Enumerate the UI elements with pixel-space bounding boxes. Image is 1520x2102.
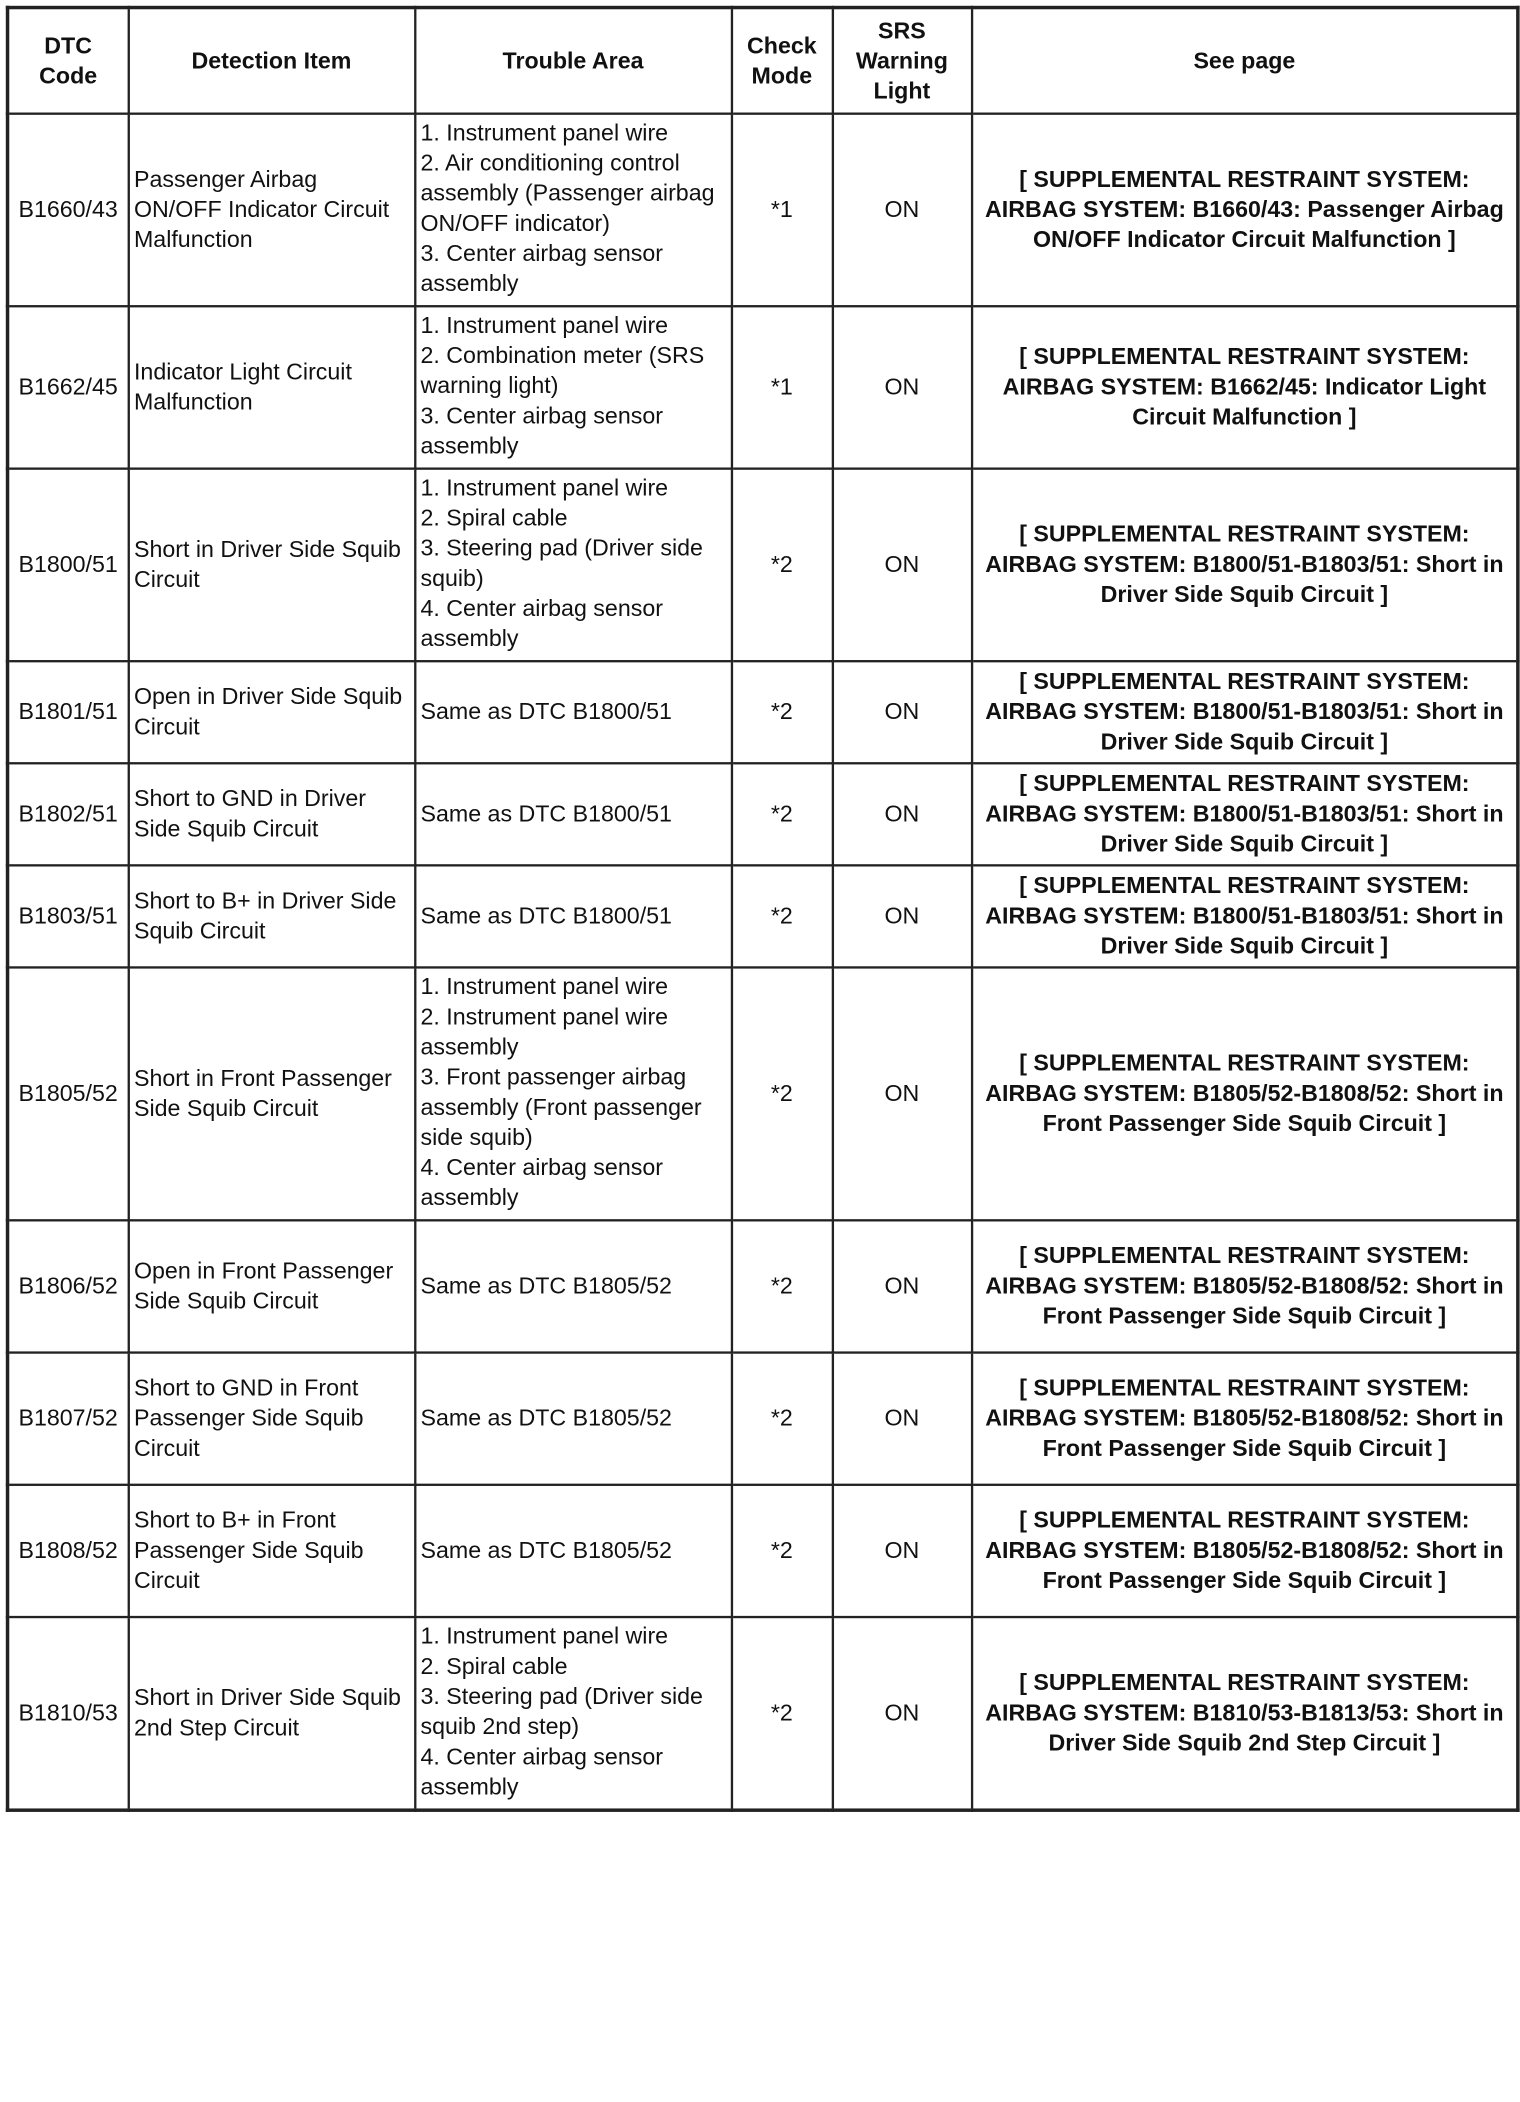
table-row [8,306,1518,468]
trouble-area-cell [415,967,732,1220]
check-mode-cell: *2 [731,1617,832,1810]
detection-item-cell: Short to GND in Front Passenger Side Squib Circuit [128,1353,415,1485]
see-page-link: [ SUPPLEMENTAL RESTRAINT SYSTEM: AIRBAG SYSTEM: B1805/52-B1808/52: Short in Front Passenger Side Squib Circuit ] [972,1485,1518,1617]
trouble-area-cell [415,1220,732,1352]
header-trouble-area: Trouble Area [415,8,732,114]
dtc-code-cell: B1802/51 [8,763,129,865]
detection-item-cell: Short to B+ in Front Passenger Side Squib Circuit [128,1485,415,1617]
detection-item-cell: Open in Front Passenger Side Squib Circuit [128,1220,415,1352]
trouble-area-line: Same as DTC B1800/51 [420,903,672,930]
dtc-code-cell: B1806/52 [8,1220,129,1352]
trouble-area-line: Same as DTC B1805/52 [420,1538,672,1564]
trouble-area-line: 2. Spiral cable [420,1654,568,1680]
trouble-area-line: 2. Combination meter (SRS warning light) [420,343,705,400]
header-srs-warning-light: SRS Warning Light [832,8,971,114]
trouble-area-line: Same as DTC B1800/51 [420,801,672,828]
table-row [8,114,1518,307]
trouble-area-cell [415,306,732,468]
table-row [8,1220,1518,1352]
see-page-link: [ SUPPLEMENTAL RESTRAINT SYSTEM: AIRBAG SYSTEM: B1800/51-B1803/51: Short in Driver Side Squib Circuit ] [972,661,1518,763]
srs-warning-light-cell: ON [832,1220,971,1352]
table-row [8,469,1518,662]
header-see-page: See page [972,8,1518,114]
srs-warning-light-cell: ON [832,967,971,1220]
detection-item-cell: Short in Front Passenger Side Squib Circuit [128,967,415,1220]
dtc-code-cell: B1808/52 [8,1485,129,1617]
srs-warning-light-cell: ON [832,1485,971,1617]
header-check-mode: Check Mode [731,8,832,114]
trouble-area-cell [415,114,732,307]
detection-item-cell: Short in Driver Side Squib 2nd Step Circuit [128,1617,415,1810]
srs-warning-light-cell: ON [832,763,971,865]
table-row [8,967,1518,1220]
detection-item-cell: Passenger Airbag ON/OFF Indicator Circuit Malfunction [128,114,415,307]
table-row [8,865,1518,967]
trouble-area-cell [415,865,732,967]
check-mode-cell: *2 [731,763,832,865]
trouble-area-line: 3. Steering pad (Driver side squib) [420,535,703,592]
srs-warning-light-cell: ON [832,114,971,307]
trouble-area-line: Same as DTC B1800/51 [420,699,672,725]
trouble-area-line: 1. Instrument panel wire [420,1624,669,1650]
table-row [8,1617,1518,1810]
srs-warning-light-cell: ON [832,1617,971,1810]
dtc-table [6,6,1520,1812]
see-page-link: [ SUPPLEMENTAL RESTRAINT SYSTEM: AIRBAG SYSTEM: B1800/51-B1803/51: Short in Driver Side Squib Circuit ] [972,763,1518,865]
see-page-link: [ SUPPLEMENTAL RESTRAINT SYSTEM: AIRBAG SYSTEM: B1805/52-B1808/52: Short in Front Passenger Side Squib Circuit ] [972,967,1518,1220]
check-mode-cell: *2 [731,1485,832,1617]
detection-item-cell: Indicator Light Circuit Malfunction [128,306,415,468]
dtc-code-cell: B1662/45 [8,306,129,468]
trouble-area-line: 3. Center airbag sensor assembly [420,241,663,297]
trouble-area-line: 2. Air conditioning control assembly (Passenger airbag ON/OFF indicator) [420,150,715,237]
check-mode-cell: *1 [731,114,832,307]
srs-warning-light-cell: ON [832,1353,971,1485]
check-mode-cell: *2 [731,1353,832,1485]
trouble-area-cell [415,1353,732,1485]
table-row [8,763,1518,865]
see-page-link: [ SUPPLEMENTAL RESTRAINT SYSTEM: AIRBAG SYSTEM: B1800/51-B1803/51: Short in Driver Side Squib Circuit ] [972,469,1518,662]
trouble-area-cell [415,1617,732,1810]
trouble-area-line: 1. Instrument panel wire [420,120,669,147]
dtc-code-cell: B1810/53 [8,1617,129,1810]
check-mode-cell: *2 [731,865,832,967]
trouble-area-line: 4. Center airbag sensor assembly [420,596,663,652]
trouble-area-line: 1. Instrument panel wire [420,313,669,339]
table-row [8,1485,1518,1617]
trouble-area-cell [415,1485,732,1617]
trouble-area-line: 4. Center airbag sensor assembly [420,1155,663,1212]
trouble-area-line: 3. Center airbag sensor assembly [420,403,663,460]
see-page-link: [ SUPPLEMENTAL RESTRAINT SYSTEM: AIRBAG SYSTEM: B1800/51-B1803/51: Short in Driver Side Squib Circuit ] [972,865,1518,967]
see-page-link: [ SUPPLEMENTAL RESTRAINT SYSTEM: AIRBAG SYSTEM: B1662/45: Indicator Light Circuit Malfunction ] [972,306,1518,468]
header-dtc-code: DTC Code [8,8,129,114]
trouble-area-line: 1. Instrument panel wire [420,974,669,1000]
trouble-area-line: 2. Instrument panel wire assembly [420,1004,669,1061]
dtc-code-cell: B1800/51 [8,469,129,662]
trouble-area-cell [415,469,732,662]
detection-item-cell: Short to B+ in Driver Side Squib Circuit [128,865,415,967]
trouble-area-line: 3. Front passenger airbag assembly (Front passenger side squib) [420,1064,702,1151]
check-mode-cell: *1 [731,306,832,468]
dtc-code-cell: B1660/43 [8,114,129,307]
trouble-area-line: Same as DTC B1805/52 [420,1405,672,1432]
check-mode-cell: *2 [731,661,832,763]
dtc-code-cell: B1805/52 [8,967,129,1220]
trouble-area-line: Same as DTC B1805/52 [420,1273,672,1300]
table-row [8,1353,1518,1485]
check-mode-cell: *2 [731,967,832,1220]
trouble-area-line: 2. Spiral cable [420,505,568,532]
check-mode-cell: *2 [731,469,832,662]
see-page-link: [ SUPPLEMENTAL RESTRAINT SYSTEM: AIRBAG SYSTEM: B1805/52-B1808/52: Short in Front Passenger Side Squib Circuit ] [972,1220,1518,1352]
dtc-code-cell: B1803/51 [8,865,129,967]
header-row [8,8,1518,114]
trouble-area-line: 4. Center airbag sensor assembly [420,1744,663,1801]
srs-warning-light-cell: ON [832,865,971,967]
table-row [8,661,1518,763]
table-body [8,114,1518,1810]
detection-item-cell: Short in Driver Side Squib Circuit [128,469,415,662]
trouble-area-cell [415,661,732,763]
check-mode-cell: *2 [731,1220,832,1352]
trouble-area-line: 1. Instrument panel wire [420,475,669,502]
srs-warning-light-cell: ON [832,661,971,763]
srs-warning-light-cell: ON [832,306,971,468]
see-page-link: [ SUPPLEMENTAL RESTRAINT SYSTEM: AIRBAG SYSTEM: B1805/52-B1808/52: Short in Front Passenger Side Squib Circuit ] [972,1353,1518,1485]
detection-item-cell: Open in Driver Side Squib Circuit [128,661,415,763]
see-page-link: [ SUPPLEMENTAL RESTRAINT SYSTEM: AIRBAG SYSTEM: B1810/53-B1813/53: Short in Driver Side Squib 2nd Step Circuit ] [972,1617,1518,1810]
see-page-link: [ SUPPLEMENTAL RESTRAINT SYSTEM: AIRBAG SYSTEM: B1660/43: Passenger Airbag ON/OFF Indicator Circuit Malfunction ] [972,114,1518,307]
dtc-code-cell: B1801/51 [8,661,129,763]
detection-item-cell: Short to GND in Driver Side Squib Circuit [128,763,415,865]
header-detection-item: Detection Item [128,8,415,114]
trouble-area-cell [415,763,732,865]
srs-warning-light-cell: ON [832,469,971,662]
trouble-area-line: 3. Steering pad (Driver side squib 2nd step) [420,1684,703,1740]
dtc-code-cell: B1807/52 [8,1353,129,1485]
